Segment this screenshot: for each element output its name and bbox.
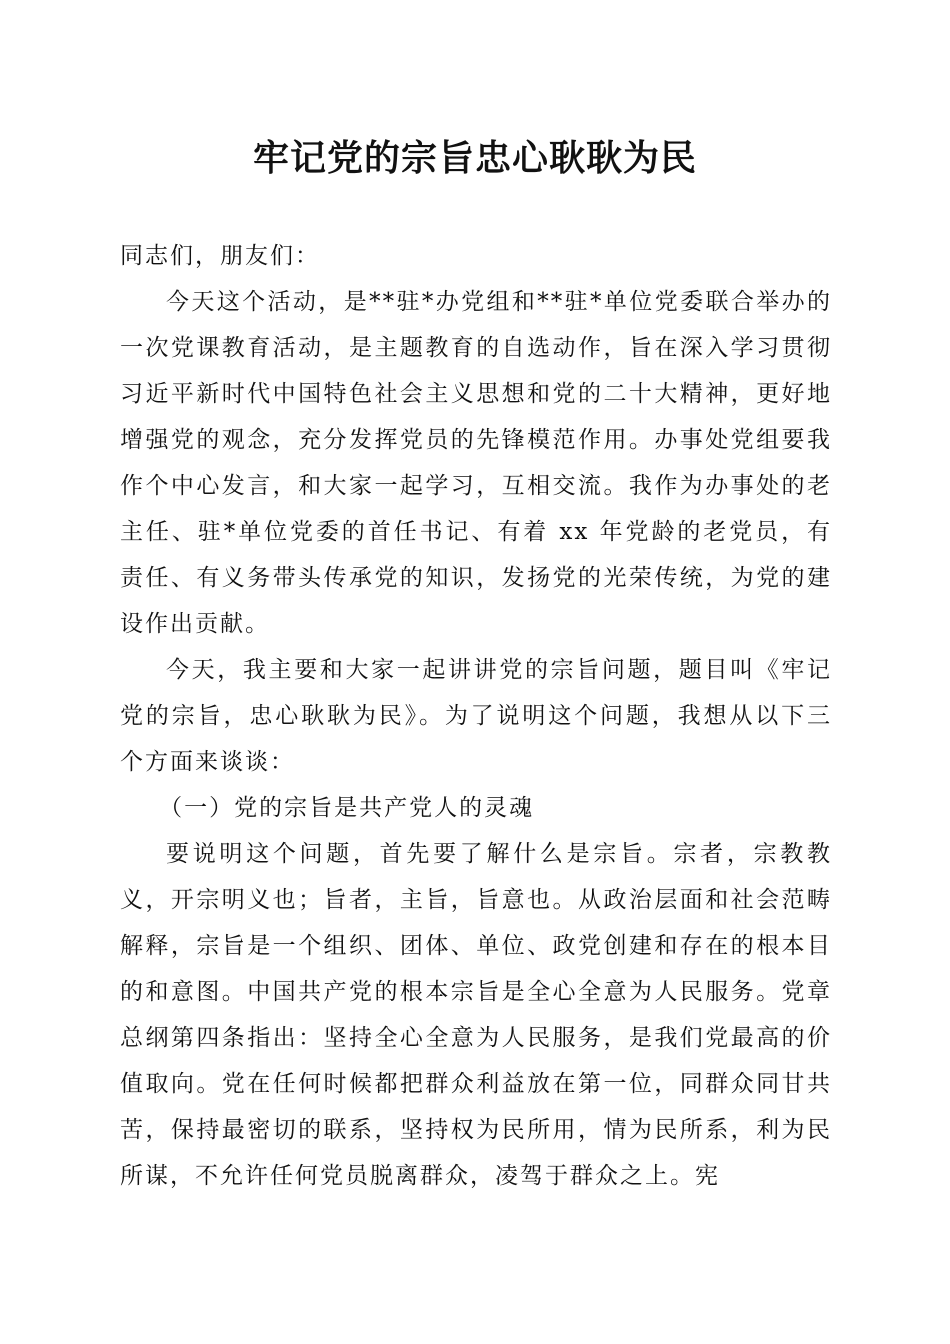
document-title: 牢记党的宗旨忠心耿耿为民: [252, 138, 697, 179]
document-body: [120, 233, 832, 1199]
paragraph-topic: 今天，我主要和大家一起讲讲党的宗旨问题，题目叫《牢记党的宗旨，忠心耿耿为民》。为了说明这个问题，我想从以下三个方面来谈谈：: [120, 657, 832, 775]
section-heading: （一）党的宗旨是共产党人的灵魂: [159, 795, 535, 821]
paragraph-section-one: 要说明这个问题，首先要了解什么是宗旨。宗者，宗教教义，开宗明义也；旨者，主旨，旨意也。从政治层面和社会范畴解释，宗旨是一个组织、团体、单位、政党创建和存在的根本目的和意图。中国共产党的根本宗旨是全心全意为人民服务。党章总纲第四条指出：坚持全心全意为人民服务，是我们党最高的价值取向。党在任何时候都把群众利益放在第一位，同群众同甘共苦，保持最密切的联系，坚持权为民所用，情为民所系，利为民所谋，不允许任何党员脱离群众，凌驾于群众之上。宪: [120, 841, 832, 1189]
paragraph-intro: 今天这个活动，是**驻*办党组和**驻*单位党委联合举办的一次党课教育活动，是主题教育的自选动作，旨在深入学习贯彻习近平新时代中国特色社会主义思想和党的二十大精神，更好地增强党的观念，充分发挥党员的先锋模范作用。办事处党组要我作个中心发言，和大家一起学习，互相交流。我作为办事处的老主任、驻*单位党委的首任书记、有着 xx 年党龄的老党员，有责任、有义务带头传承党的知识，发扬党的光荣传统，为党的建设作出贡献。: [120, 289, 832, 637]
salutation: 同志们，朋友们：: [120, 243, 320, 269]
